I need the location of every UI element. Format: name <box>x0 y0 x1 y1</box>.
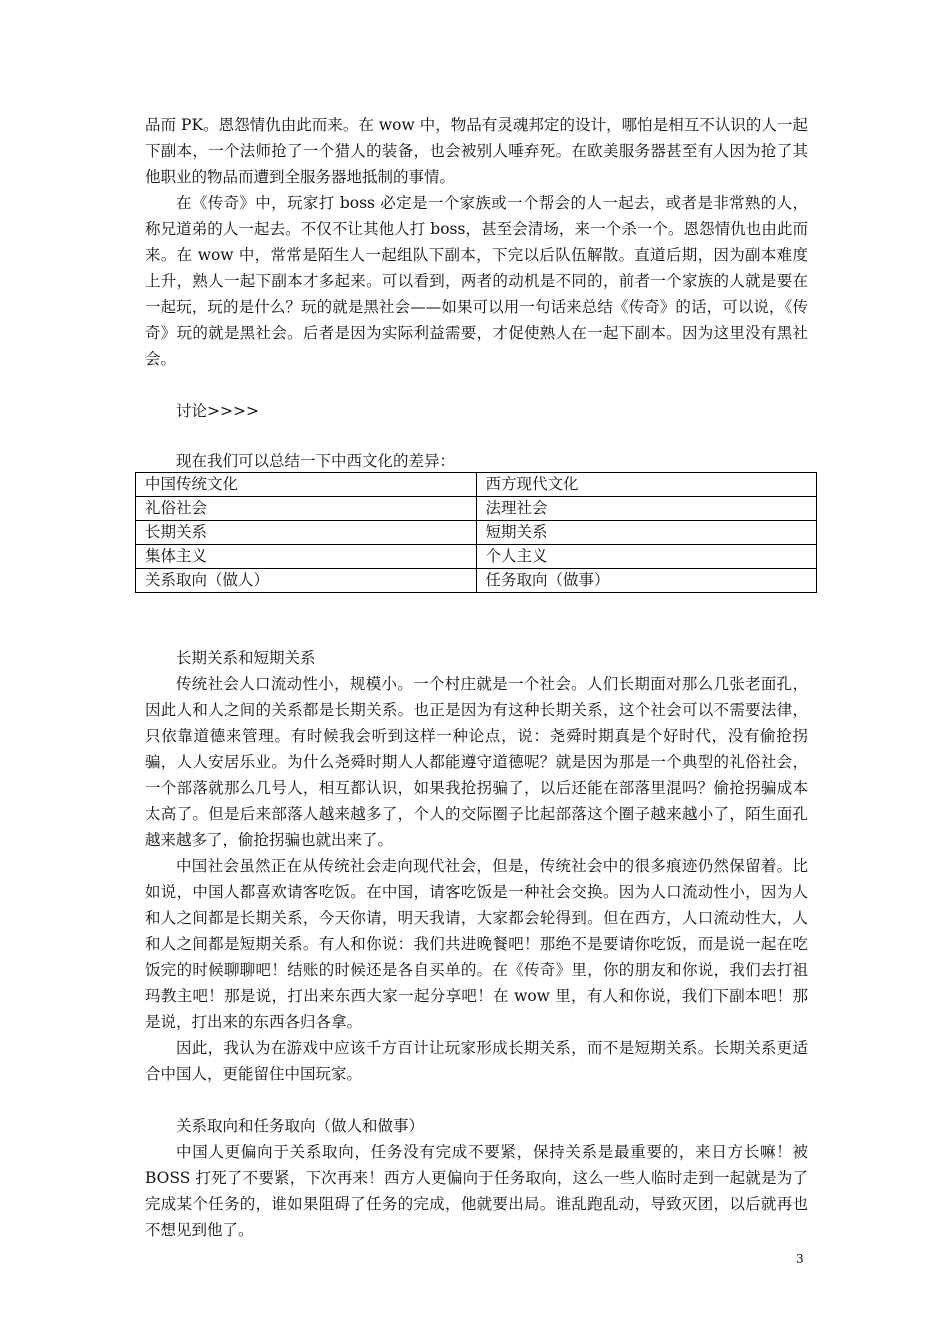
page-number: 3 <box>796 1252 804 1266</box>
paragraph: 中国人更偏向于关系取向，任务没有完成不要紧，保持关系是最重要的，来日方长嘛！被 BOSS 打死了不要紧，下次再来！西方人更偏向于任务取向，这么一些人临时走到一起就是为了完成某个任务的，谁如果阻碍了任务的完成，他就要出局。谁乱跑乱动，导致灭团，以后就再也不想见到他了。 <box>145 1143 808 1239</box>
section-heading-long-short-relations: 长期关系和短期关系 <box>176 649 316 667</box>
table-row <box>136 497 817 521</box>
table-cell: 长期关系 <box>136 521 477 545</box>
blank-line <box>145 424 808 450</box>
table-cell: 中国传统文化 <box>136 473 477 497</box>
paragraph: 传统社会人口流动性小，规模小。一个村庄就是一个社会。人们长期面对那么几张老面孔，因此人和人之间的关系都是长期关系。也正是因为有这种长期关系，这个社会可以不需要法律，只依靠道德来管理。有时候我会听到这样一种论点，说：尧舜时期真是个好时代，没有偷抢拐骗，人人安居乐业。为什么尧舜时期人人都能遵守道德呢？就是因为那是一个典型的礼俗社会，一个部落就那么几号人，相互都认识，如果我抢拐骗了，以后还能在部落里混吗？偷抢拐骗成本太高了。但是后来部落人越来越多了，个人的交际圈子比起部落这个圈子越来越小了，陌生面孔越来越多了，偷抢拐骗也就出来了。 <box>145 675 808 849</box>
blank-line <box>145 1087 808 1113</box>
table-cell: 集体主义 <box>136 545 477 569</box>
table-cell: 任务取向（做事） <box>476 569 817 593</box>
table-cell: 短期关系 <box>476 521 817 545</box>
discussion-heading: 讨论>>>> <box>176 402 259 420</box>
table-row <box>136 545 817 569</box>
paragraph: 因此，我认为在游戏中应该千方百计让玩家形成长期关系，而不是短期关系。长期关系更适合中国人，更能留住中国玩家。 <box>145 1039 808 1083</box>
table-cell: 个人主义 <box>476 545 817 569</box>
document-body <box>145 112 808 1243</box>
table-row <box>136 473 817 497</box>
paragraph: 在《传奇》中，玩家打 boss 必定是一个家族或一个帮会的人一起去，或者是非常熟的人，称兄道弟的人一起去。不仅不让其他人打 boss，甚至会清场，来一个杀一个。恩怨情仇也由此而来。在 wow 中，常常是陌生人一起组队下副本，下完以后队伍解散。直道后期，因为副本难度上升，熟人一起下副本才多起来。可以看到，两者的动机是不同的，前者一个家族的人就是要在一起玩，玩的是什么？玩的就是黑社会——如果可以用一句话来总结《传奇》的话，可以说，《传奇》玩的就是黑社会。后者是因为实际利益需要，才促使熟人在一起下副本。因为这里没有黑社会。 <box>145 194 808 368</box>
table-row <box>136 521 817 545</box>
blank-line <box>145 619 808 645</box>
paragraph: 中国社会虽然正在从传统社会走向现代社会，但是，传统社会中的很多痕迹仍然保留着。比如说，中国人都喜欢请客吃饭。在中国，请客吃饭是一种社会交换。因为人口流动性小，因为人和人之间都是长期关系，今天你请，明天我请，大家都会轮得到。但在西方，人口流动性大，人和人之间都是短期关系。有人和你说：我们共进晚餐吧！那绝不是要请你吃饭，而是说一起在吃饭完的时候聊聊吧！结账的时候还是各自买单的。在《传奇》里，你的朋友和你说，我们去打祖玛教主吧！那是说，打出来东西大家一起分享吧！在 wow 里，有人和你说，我们下副本吧！那是说，打出来的东西各归各拿。 <box>145 857 808 1031</box>
section-heading-relation-task-orientation: 关系取向和任务取向（做人和做事） <box>176 1117 425 1135</box>
table-row <box>136 569 817 593</box>
blank-line <box>145 593 808 619</box>
culture-comparison-table <box>135 472 817 593</box>
paragraph: 品而 PK。恩怨情仇由此而来。在 wow 中，物品有灵魂邦定的设计，哪怕是相互不认识的人一起下副本，一个法师抢了一个猎人的装备，也会被别人唾弃死。在欧美服务器甚至有人因为抢了其他职业的物品而遭到全服务器地抵制的事情。 <box>145 116 808 186</box>
blank-line <box>145 372 808 398</box>
table-cell: 西方现代文化 <box>476 473 817 497</box>
table-cell: 关系取向（做人） <box>136 569 477 593</box>
table-cell: 礼俗社会 <box>136 497 477 521</box>
table-intro: 现在我们可以总结一下中西文化的差异： <box>176 452 456 470</box>
table-cell: 法理社会 <box>476 497 817 521</box>
